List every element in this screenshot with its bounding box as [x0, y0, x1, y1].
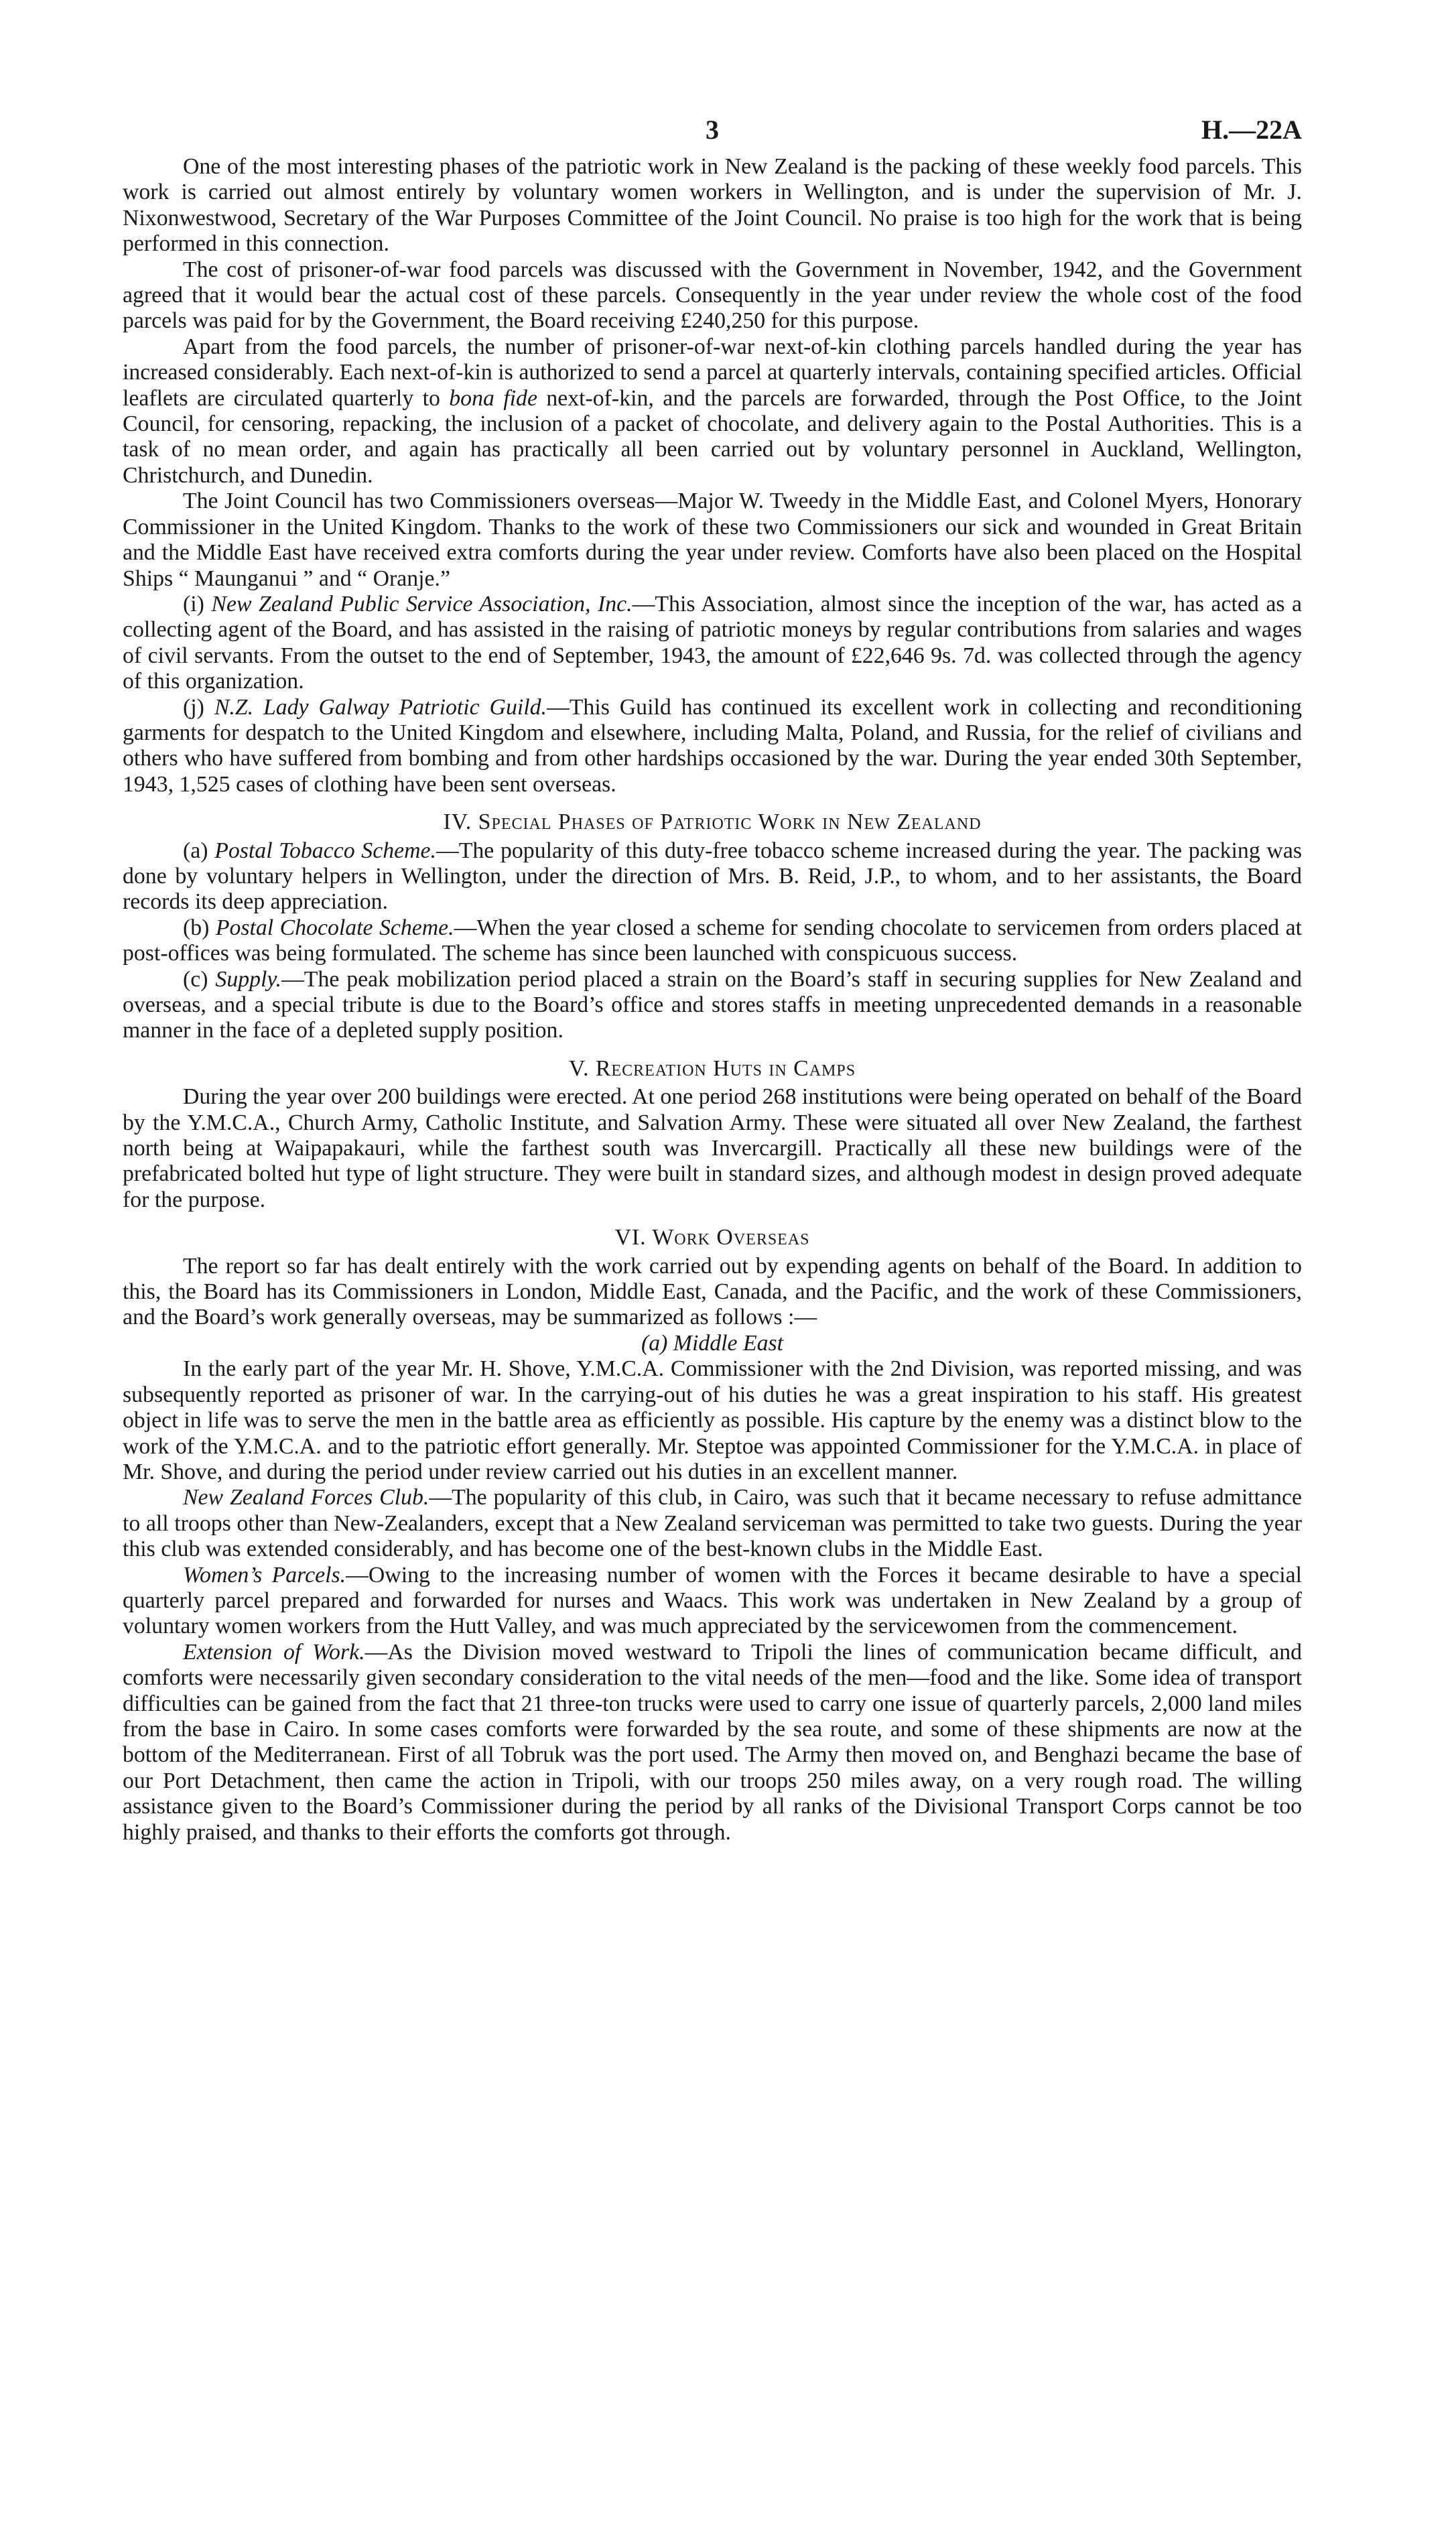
paragraph-forces-club: New Zealand Forces Club.—The popularity of this club, in Cairo, was such that it became necessary to refuse admittance to all troops other than New-Zealanders, except that a New Zealand serviceman was permitted to take two guests. During the year this club was extended considerably, and has become one of the best-known clubs in the Middle East.	[123, 1485, 1302, 1562]
section-heading-special-phases: IV. Special Phases of Patriotic Work in New Zealand	[443, 810, 982, 835]
paragraph-middle-east-commissioner: In the early part of the year Mr. H. Shove, Y.M.C.A. Commissioner with the 2nd Division, was reported missing, and was subsequently reported as prisoner of war. In the carrying-out of his duties he was a great inspiration to his staff. His greatest object in life was to serve the men in the battle area as efficiently as possible. His capture by the enemy was a distinct blow to the work of the Y.M.C.A. and to the patriotic effort generally. Mr. Steptoe was appointed Commissioner for the Y.M.C.A. in place of Mr. Shove, and during the period under review carried out his duties in an excellent manner.	[123, 1356, 1302, 1484]
paragraph-galway-guild: (j) N.Z. Lady Galway Patriotic Guild.—This Guild has continued its excellent work in collecting and reconditioning garments for despatch to the United Kingdom and elsewhere, including Malta, Poland, and Russia, for the relief of civilians and others who have suffered from bombing and from other hardships occasioned by the war. During the year ended 30th September, 1943, 1,525 cases of clothing have been sent overseas.	[123, 694, 1302, 797]
paragraph-food-parcels: One of the most interesting phases of the patriotic work in New Zealand is the packing of these weekly food parcels. This work is carried out almost entirely by voluntary women workers in Wellington, and is under the supervision of Mr. J. Nixonwestwood, Secretary of the War Purposes Committee of the Joint Council. No praise is too high for the work that is being performed in this connection.	[123, 154, 1302, 257]
section-heading-work-overseas: VI. Work Overseas	[614, 1225, 810, 1250]
document-page	[123, 101, 1302, 1846]
page-number: 3	[706, 115, 719, 145]
paragraph-womens-parcels: Women’s Parcels.—Owing to the increasing number of women with the Forces it became desirable to have a special quarterly parcel prepared and forwarded for nurses and Waacs. This work was undertaken in New Zealand by a group of voluntary women workers from the Hutt Valley, and was much appreciated by the servicewomen from the commencement.	[123, 1562, 1302, 1639]
paragraph-parcel-cost: The cost of prisoner-of-war food parcels was discussed with the Government in November, 1942, and the Government agreed that it would bear the actual cost of these parcels. Consequently in the year under review the whole cost of the food parcels was paid for by the Government, the Board receiving £240,250 for this purpose.	[123, 257, 1302, 334]
paragraph-chocolate-scheme: (b) Postal Chocolate Scheme.—When the year closed a scheme for sending chocolate to servicemen from orders placed at post-offices was being formulated. The scheme has since been launched with conspicuous success.	[123, 915, 1302, 966]
paragraph-public-service-association: (i) New Zealand Public Service Association, Inc.—This Association, almost since the inception of the war, has acted as a collecting agent of the Board, and has assisted in the raising of patriotic moneys by regular contributions from salaries and wages of civil servants. From the outset to the end of September, 1943, the amount of £22,646 9s. 7d. was collected through the agency of this organization.	[123, 591, 1302, 694]
body-text	[123, 154, 1302, 1846]
document-reference: H.—22A	[1201, 115, 1302, 145]
paragraph-supply: (c) Supply.—The peak mobilization period placed a strain on the Board’s staff in securing supplies for New Zealand and overseas, and a special tribute is due to the Board’s office and stores staffs in meeting unprecedented demands in a reasonable manner in the face of a depleted supply position.	[123, 966, 1302, 1043]
section-heading-recreation-huts: V. Recreation Huts in Camps	[568, 1055, 856, 1081]
paragraph-commissioners: The Joint Council has two Commissioners overseas—Major W. Tweedy in the Middle East, and Colonel Myers, Honorary Commissioner in the United Kingdom. Thanks to the work of these two Commissioners our sick and wounded in Great Britain and the Middle East have received extra comforts during the year under review. Comforts have also been placed on the Hospital Ships “ Maunganui ” and “ Oranje.”	[123, 489, 1302, 591]
paragraph-extension-of-work: Extension of Work.—As the Division moved westward to Tripoli the lines of communication became difficult, and comforts were necessarily given secondary consideration to the vital needs of the men—food and the like. Some idea of transport difficulties can be gained from the fact that 21 three-ton trucks were used to carry one issue of quarterly parcels, 2,000 land miles from the base in Cairo. In some cases comforts were forwarded by the sea route, and some of these shipments are now at the bottom of the Mediterranean. First of all Tobruk was the port used. The Army then moved on, and Benghazi became the base of our Port Detachment, then came the action in Tripoli, with our troops 250 miles away, on a very rough road. The willing assistance given to the Board’s Commissioner during the period by all ranks of the Divisional Transport Corps cannot be too highly praised, and thanks to their efforts the comforts got through.	[123, 1639, 1302, 1845]
paragraph-recreation-huts: During the year over 200 buildings were erected. At one period 268 institutions were being operated on behalf of the Board by the Y.M.C.A., Church Army, Catholic Institute, and Salvation Army. These were situated all over New Zealand, the farthest north being at Waipapakauri, while the farthest south was Invercargill. Practically all these new buildings were of the prefabricated bolted hut type of light structure. They were built in standard sizes, and although modest in design proved adequate for the purpose.	[123, 1084, 1302, 1212]
subheading-middle-east: (a) Middle East	[641, 1330, 784, 1356]
paragraph-tobacco-scheme: (a) Postal Tobacco Scheme.—The popularity of this duty-free tobacco scheme increased during the year. The packing was done by voluntary helpers in Wellington, under the direction of Mrs. B. Reid, J.P., to whom, and to her assistants, the Board records its deep appreciation.	[123, 838, 1302, 915]
page-header	[123, 101, 1302, 154]
paragraph-clothing-parcels: Apart from the food parcels, the number of prisoner-of-war next-of-kin clothing parcels handled during the year has increased considerably. Each next-of-kin is authorized to send a parcel at quarterly intervals, containing specified articles. Official leaflets are circulated quarterly to bona fide next-of-kin, and the parcels are forwarded, through the Post Office, to the Joint Council, for censoring, repacking, the inclusion of a packet of chocolate, and delivery again to the Postal Authorities. This is a task of no mean order, and again has practically all been carried out by voluntary personnel in Auckland, Wellington, Christchurch, and Dunedin.	[123, 334, 1302, 488]
paragraph-work-overseas: The report so far has dealt entirely with the work carried out by expending agents on behalf of the Board. In addition to this, the Board has its Commissioners in London, Middle East, Canada, and the Pacific, and the work of these Commissioners, and the Board’s work generally overseas, may be summarized as follows :—	[123, 1253, 1302, 1330]
